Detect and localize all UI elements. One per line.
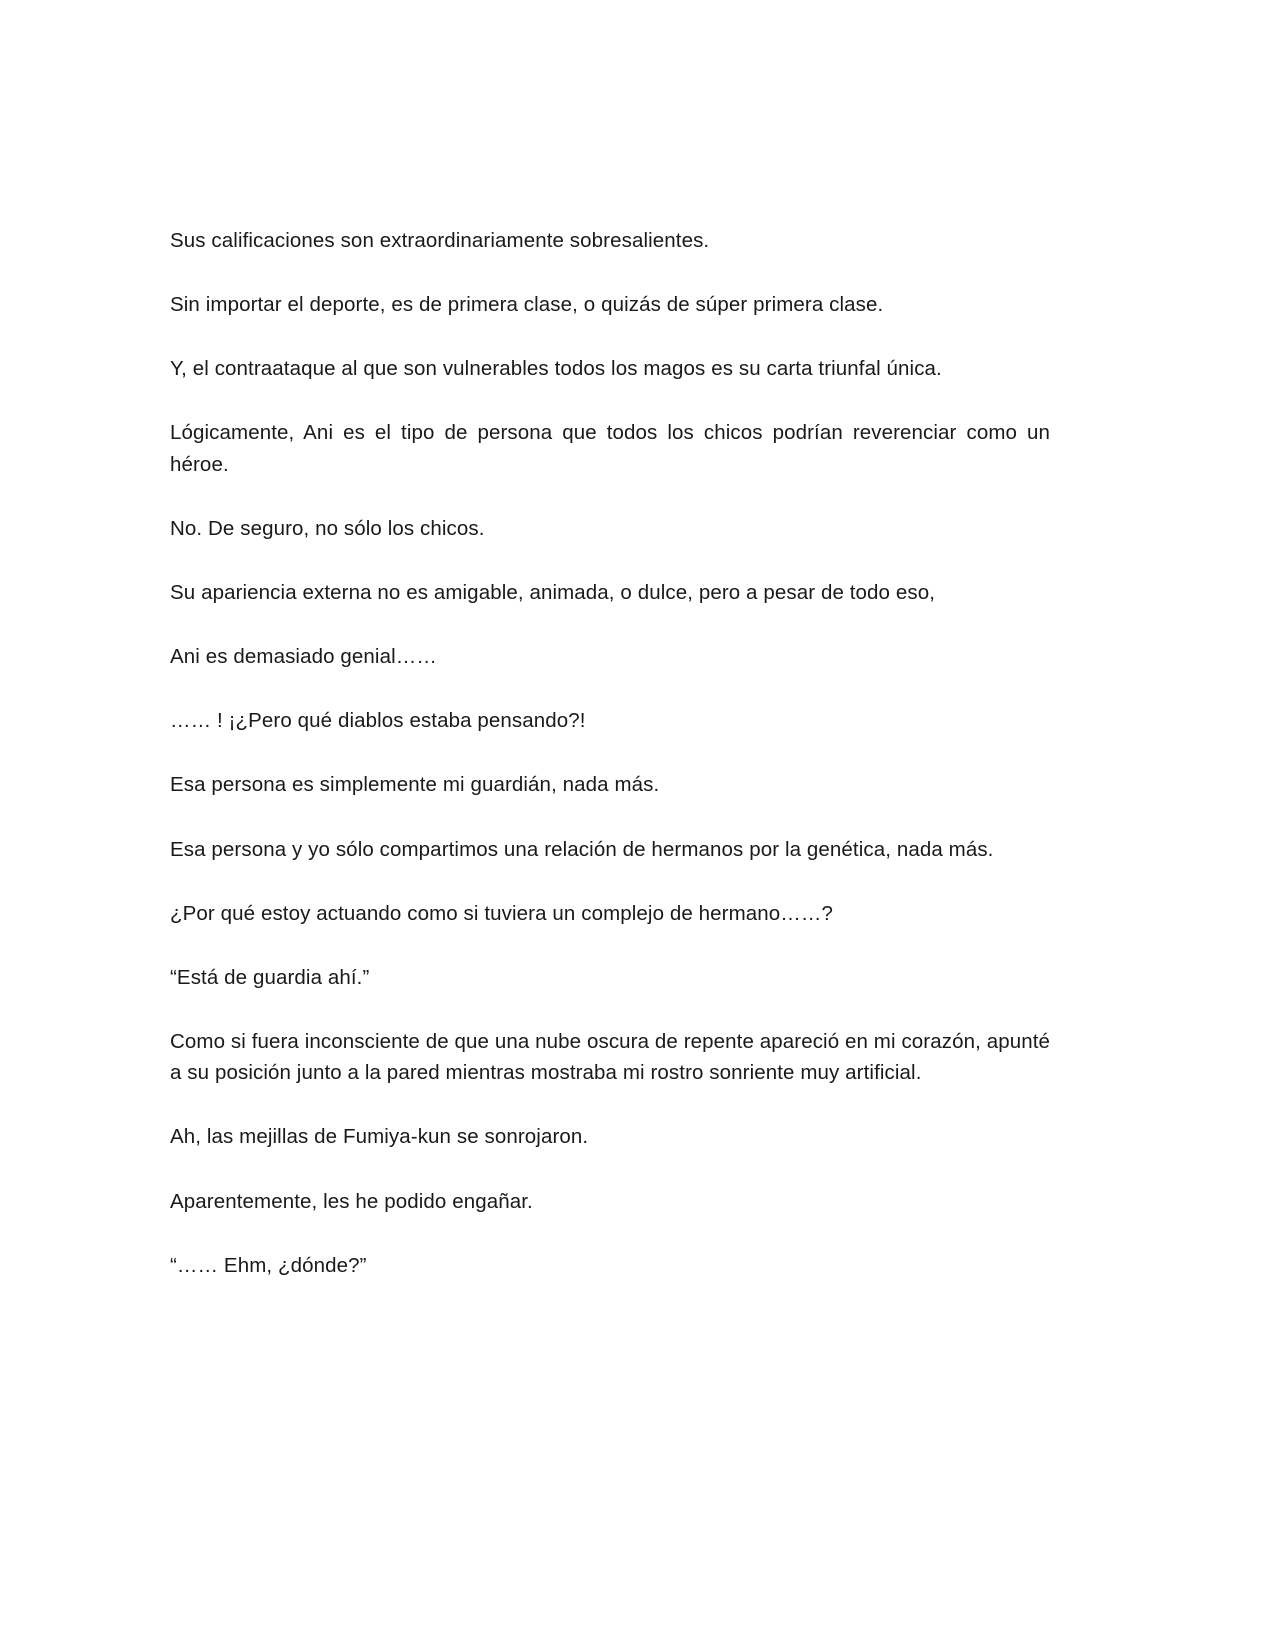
paragraph: Como si fuera inconsciente de que una nube oscura de repente apareció en mi corazón, apunté a su posición junto a la pared mientras mostraba mi rostro sonriente muy artificial. bbox=[170, 1030, 1051, 1085]
paragraph: No. De seguro, no sólo los chicos. bbox=[170, 516, 485, 540]
paragraph: Ah, las mejillas de Fumiya-kun se sonrojaron. bbox=[170, 1125, 589, 1149]
paragraph: Y, el contraataque al que son vulnerables todos los magos es su carta triunfal única. bbox=[170, 357, 942, 381]
paragraph: Esa persona es simplemente mi guardián, nada más. bbox=[170, 773, 660, 797]
paragraph: ¿Por qué estoy actuando como si tuviera un complejo de hermano……? bbox=[170, 901, 834, 925]
paragraph: Esa persona y yo sólo compartimos una relación de hermanos por la genética, nada más. bbox=[170, 837, 994, 861]
paragraph: “…… Ehm, ¿dónde?” bbox=[170, 1253, 367, 1277]
paragraph: Sus calificaciones son extraordinariamente sobresalientes. bbox=[170, 229, 710, 252]
paragraph: Lógicamente, Ani es el tipo de persona que todos los chicos podrían reverenciar como un héroe. bbox=[170, 421, 1050, 476]
paragraph: …… ! ¡¿Pero qué diablos estaba pensando?! bbox=[170, 709, 586, 733]
paragraph: Sin importar el deporte, es de primera clase, o quizás de súper primera clase. bbox=[170, 293, 884, 317]
document-body bbox=[170, 225, 1050, 1281]
paragraph: Aparentemente, les he podido engañar. bbox=[170, 1189, 533, 1213]
paragraph: “Está de guardia ahí.” bbox=[170, 965, 370, 989]
paragraph: Ani es demasiado genial…… bbox=[170, 645, 437, 669]
paragraph: Su apariencia externa no es amigable, animada, o dulce, pero a pesar de todo eso, bbox=[170, 580, 936, 604]
